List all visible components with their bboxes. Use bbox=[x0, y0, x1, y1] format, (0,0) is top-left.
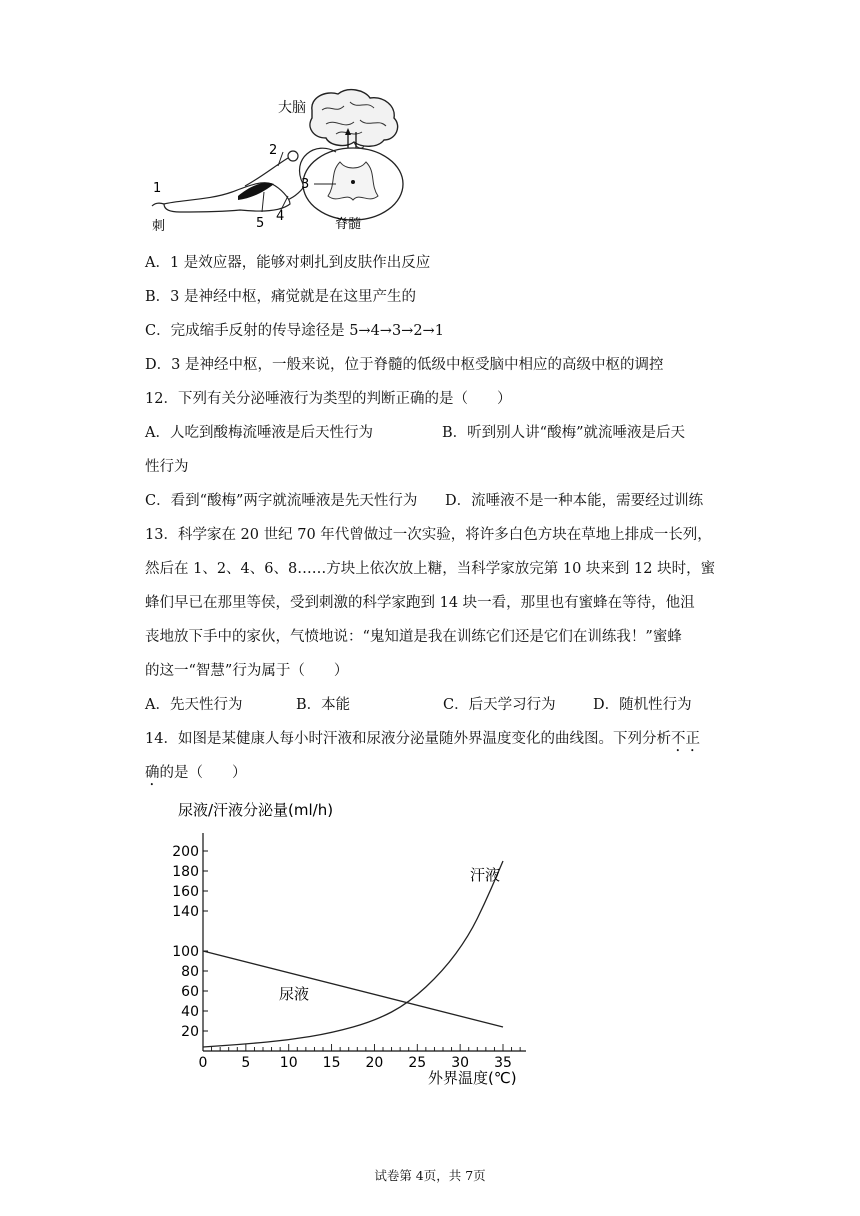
q14-stem-line1 bbox=[145, 729, 700, 755]
q12-option-c: C．看到“酸梅”两字就流唾液是先天性行为 bbox=[145, 493, 418, 509]
secretion-temperature-chart bbox=[160, 795, 550, 1125]
x-axis-label: 外界温度(℃) bbox=[428, 1069, 517, 1087]
y-tick-label: 140 bbox=[172, 904, 199, 920]
y-tick-label: 200 bbox=[172, 844, 199, 860]
q12-option-a: A．人吃到酸梅流唾液是后天性行为 bbox=[145, 425, 373, 441]
x-tick-label: 25 bbox=[408, 1055, 427, 1071]
q13-stem-line3: 蜂们早已在那里等侯，受到刺激的科学家跑到 14 块一看，那里也有蜜蜂在等待，他沮 bbox=[145, 595, 695, 611]
q14-stem-text: 14．如图是某健康人每小时汗液和尿液分泌量随外界温度变化的曲线图。下列分析 bbox=[145, 731, 671, 747]
q12-option-b-continued: 性行为 bbox=[145, 459, 189, 475]
q12-option-b: B．听到别人讲“酸梅”就流唾液是后天 bbox=[442, 425, 685, 441]
x-tick-label: 5 bbox=[241, 1055, 251, 1071]
y-tick-label: 20 bbox=[181, 1024, 199, 1040]
label-2: 2 bbox=[269, 143, 278, 158]
q14-stem-line2 bbox=[145, 763, 247, 789]
q13-option-d: D．随机性行为 bbox=[593, 697, 692, 713]
y-tick-label: 180 bbox=[172, 864, 199, 880]
q12-option-d: D．流唾液不是一种本能，需要经过训练 bbox=[445, 493, 704, 509]
series-label-sweat: 汗液 bbox=[470, 866, 501, 884]
q13-stem-line2: 然后在 1、2、4、6、8……方块上依次放上糖，当科学家放完第 10 块来到 12 块时，蜜 bbox=[145, 561, 716, 577]
brain-illustration bbox=[310, 90, 398, 148]
emphasis-correct-2: 确 bbox=[145, 765, 160, 781]
x-tick-label: 0 bbox=[198, 1055, 208, 1071]
label-stimulus: 刺 bbox=[152, 219, 166, 234]
y-tick-label: 40 bbox=[181, 1004, 199, 1020]
arm-illustration bbox=[152, 183, 290, 212]
urine-series-line bbox=[203, 951, 503, 1027]
q11-option-c: C．完成缩手反射的传导途径是 5→4→3→2→1 bbox=[145, 323, 444, 339]
emphasis-not: 不 bbox=[670, 731, 686, 747]
label-5: 5 bbox=[256, 216, 265, 231]
reflex-arc-diagram bbox=[140, 88, 420, 238]
x-tick-label: 30 bbox=[451, 1055, 470, 1071]
q11-option-b: B．3 是神经中枢，痛觉就是在这里产生的 bbox=[145, 289, 416, 305]
label-spinal-cord: 脊髓 bbox=[335, 217, 362, 232]
label-3: 3 bbox=[301, 177, 310, 192]
x-tick-label: 15 bbox=[322, 1055, 341, 1071]
q13-option-b: B．本能 bbox=[296, 697, 351, 713]
y-tick-label: 80 bbox=[181, 964, 199, 980]
q14-stem-tail: 的是（ ） bbox=[159, 765, 247, 781]
y-axis-label: 尿液/汗液分泌量(ml/h) bbox=[178, 801, 334, 819]
page-footer: 试卷第 4页，共 7页 bbox=[374, 1168, 486, 1183]
x-tick-label: 35 bbox=[494, 1055, 512, 1071]
q13-stem-line4: 丧地放下手中的家伙，气愤地说：“鬼知道是我在训练它们还是它们在训练我！”蜜蜂 bbox=[145, 629, 682, 645]
q13-option-c: C．后天学习行为 bbox=[443, 697, 556, 713]
emphasis-correct-1: 正 bbox=[685, 731, 700, 747]
label-4: 4 bbox=[276, 209, 285, 224]
q12-stem: 12．下列有关分泌唾液行为类型的判断正确的是（ ） bbox=[145, 391, 512, 407]
series-label-urine: 尿液 bbox=[279, 985, 310, 1003]
x-tick-label: 20 bbox=[365, 1055, 384, 1071]
y-tick-label: 160 bbox=[172, 884, 199, 900]
label-brain: 大脑 bbox=[278, 100, 306, 116]
q13-stem-line5: 的这一“智慧”行为属于（ ） bbox=[145, 663, 349, 679]
sweat-series-line bbox=[203, 861, 503, 1047]
q13-option-a: A．先天性行为 bbox=[145, 697, 243, 713]
q11-option-a: A．1 是效应器，能够对刺扎到皮肤作出反应 bbox=[145, 255, 431, 271]
x-tick-label: 10 bbox=[279, 1055, 298, 1071]
q11-option-d: D．3 是神经中枢，一般来说，位于脊髓的低级中枢受脑中相应的高级中枢的调控 bbox=[145, 357, 664, 373]
y-tick-label: 100 bbox=[172, 944, 199, 960]
q13-stem-line1: 13．科学家在 20 世纪 70 年代曾做过一次实验，将许多白色方块在草地上排成一长列， bbox=[145, 527, 712, 543]
label-1: 1 bbox=[153, 181, 162, 196]
y-tick-label: 60 bbox=[181, 984, 199, 1000]
